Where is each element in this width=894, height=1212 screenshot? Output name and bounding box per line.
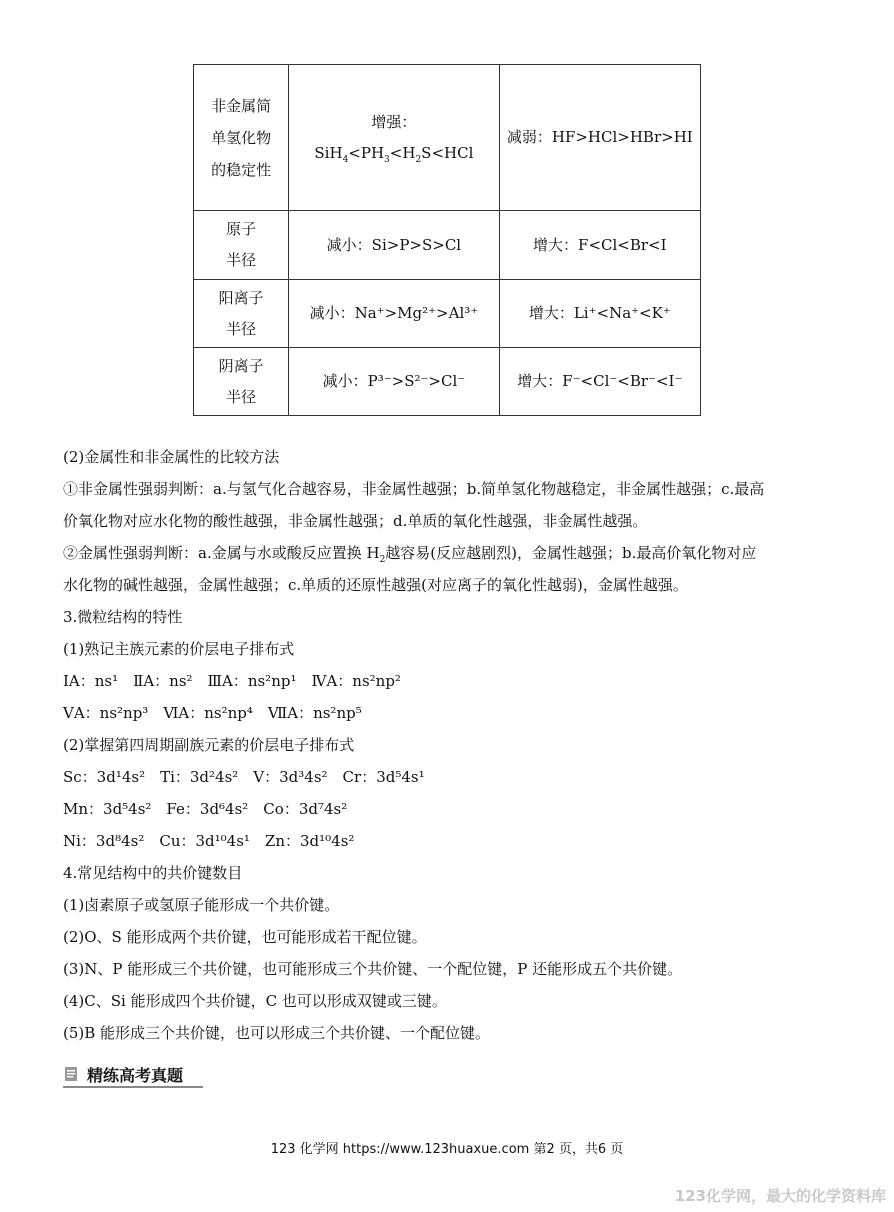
row-header-text: 阳离子半径 xyxy=(218,288,264,338)
table-row xyxy=(194,348,701,416)
page-footer: 123 化学网 https://www.123huaxue.com 第2 页，共6 页 xyxy=(270,1142,624,1157)
trend-prefix: 增强： xyxy=(371,112,417,131)
hydride-formula: $SiH_4<PH_3<H_2S<HCl$ xyxy=(314,143,474,165)
subheading-comparison-methods: (2)金属性和非金属性的比较方法 xyxy=(63,448,280,466)
subheading-main-group-config: (1)熟记主族元素的价层电子排布式 xyxy=(63,640,295,658)
trend-cell-left: 减小：Si>P>S>Cl xyxy=(289,211,499,280)
row-header xyxy=(194,348,289,416)
row-header-text: 原子半径 xyxy=(226,220,257,269)
metal-criteria-text-b: 越容易(反应越剧烈)，金属性越强；b.最高价氧化物对应 xyxy=(385,544,757,562)
config-sc-cr: Sc：3d¹4s² Ti：3d²4s² V：3d³4s² Cr：3d⁵4s¹ xyxy=(63,768,425,786)
watermark: 123化学网，最大的化学资料库 xyxy=(674,1187,886,1205)
periodic-trends-table xyxy=(193,64,701,416)
config-mn-co: Mn：3d⁵4s² Fe：3d⁶4s² Co：3d⁷4s² xyxy=(63,800,348,818)
row-header xyxy=(194,280,289,348)
metal-criteria-text-a: ②金属性强弱判断：a.金属与水或酸反应置换 H xyxy=(63,544,380,562)
row-header xyxy=(194,65,289,211)
config-ni-zn: Ni：3d⁸4s² Cu：3d¹⁰4s¹ Zn：3d¹⁰4s² xyxy=(63,832,355,850)
row-header-text: 阴离子半径 xyxy=(218,356,264,406)
bond-rule-2: (2)O、S 能形成两个共价键，也可能形成若干配位键。 xyxy=(63,928,427,946)
config-groups-1-4: ⅠA：ns¹ ⅡA：ns² ⅢA：ns²np¹ ⅣA：ns²np² xyxy=(63,672,401,690)
trend-cell-right: 增大：F<Cl<Br<I xyxy=(499,211,700,280)
row-header-text: 非金属简单氢化物的稳定性 xyxy=(211,96,272,179)
trend-cell-left xyxy=(289,65,499,211)
document-icon xyxy=(64,1066,78,1082)
config-groups-5-7: ⅤA：ns²np³ ⅥA：ns²np⁴ ⅦA：ns²np⁵ xyxy=(63,704,362,722)
section-3-heading: 3.微粒结构的特性 xyxy=(63,608,183,626)
bond-rule-4: (4)C、Si 能形成四个共价键，C 也可以形成双键或三键。 xyxy=(63,992,447,1010)
metal-criteria-line1: ②金属性强弱判断：a.金属与水或酸反应置换 $H_2$越容易(反应越剧烈)，金属性越强；b.最高价氧化物对应 xyxy=(63,544,757,565)
bond-rule-5: (5)B 能形成三个共价键，也可以形成三个共价键、一个配位键。 xyxy=(63,1024,491,1042)
trend-cell-right: 增大：F⁻<Cl⁻<Br⁻<I⁻ xyxy=(499,348,700,416)
subheading-period4-config: (2)掌握第四周期副族元素的价层电子排布式 xyxy=(63,736,355,754)
table-row xyxy=(194,65,701,211)
table-row xyxy=(194,211,701,280)
trend-cell-right: 减弱：HF>HCl>HBr>HI xyxy=(499,65,700,211)
trend-cell-left: 减小：Na⁺>Mg²⁺>Al³⁺ xyxy=(289,280,499,348)
table-row xyxy=(194,280,701,348)
section-heading xyxy=(63,1062,203,1088)
nonmetal-criteria-line2: 价氧化物对应水化物的酸性越强，非金属性越强；d.单质的氧化性越强，非金属性越强。 xyxy=(63,512,648,530)
section-heading-label: 精练高考真题 xyxy=(87,1066,184,1085)
trend-cell-right: 增大：Li⁺<Na⁺<K⁺ xyxy=(499,280,700,348)
bond-rule-1: (1)卤素原子或氢原子能形成一个共价键。 xyxy=(63,896,340,914)
bond-rule-3: (3)N、P 能形成三个共价键，也可能形成三个共价键、一个配位键，P 还能形成五个共价键。 xyxy=(63,960,683,978)
nonmetal-criteria-line1: ①非金属性强弱判断：a.与氢气化合越容易，非金属性越强；b.简单氢化物越稳定，非金属性越强；c.最高 xyxy=(63,480,765,498)
row-header xyxy=(194,211,289,280)
trend-cell-left: 减小：P³⁻>S²⁻>Cl⁻ xyxy=(289,348,499,416)
metal-criteria-line2: 水化物的碱性越强，金属性越强；c.单质的还原性越强(对应离子的氧化性越弱)，金属性越强。 xyxy=(63,576,688,594)
section-4-heading: 4.常见结构中的共价键数目 xyxy=(63,864,243,882)
